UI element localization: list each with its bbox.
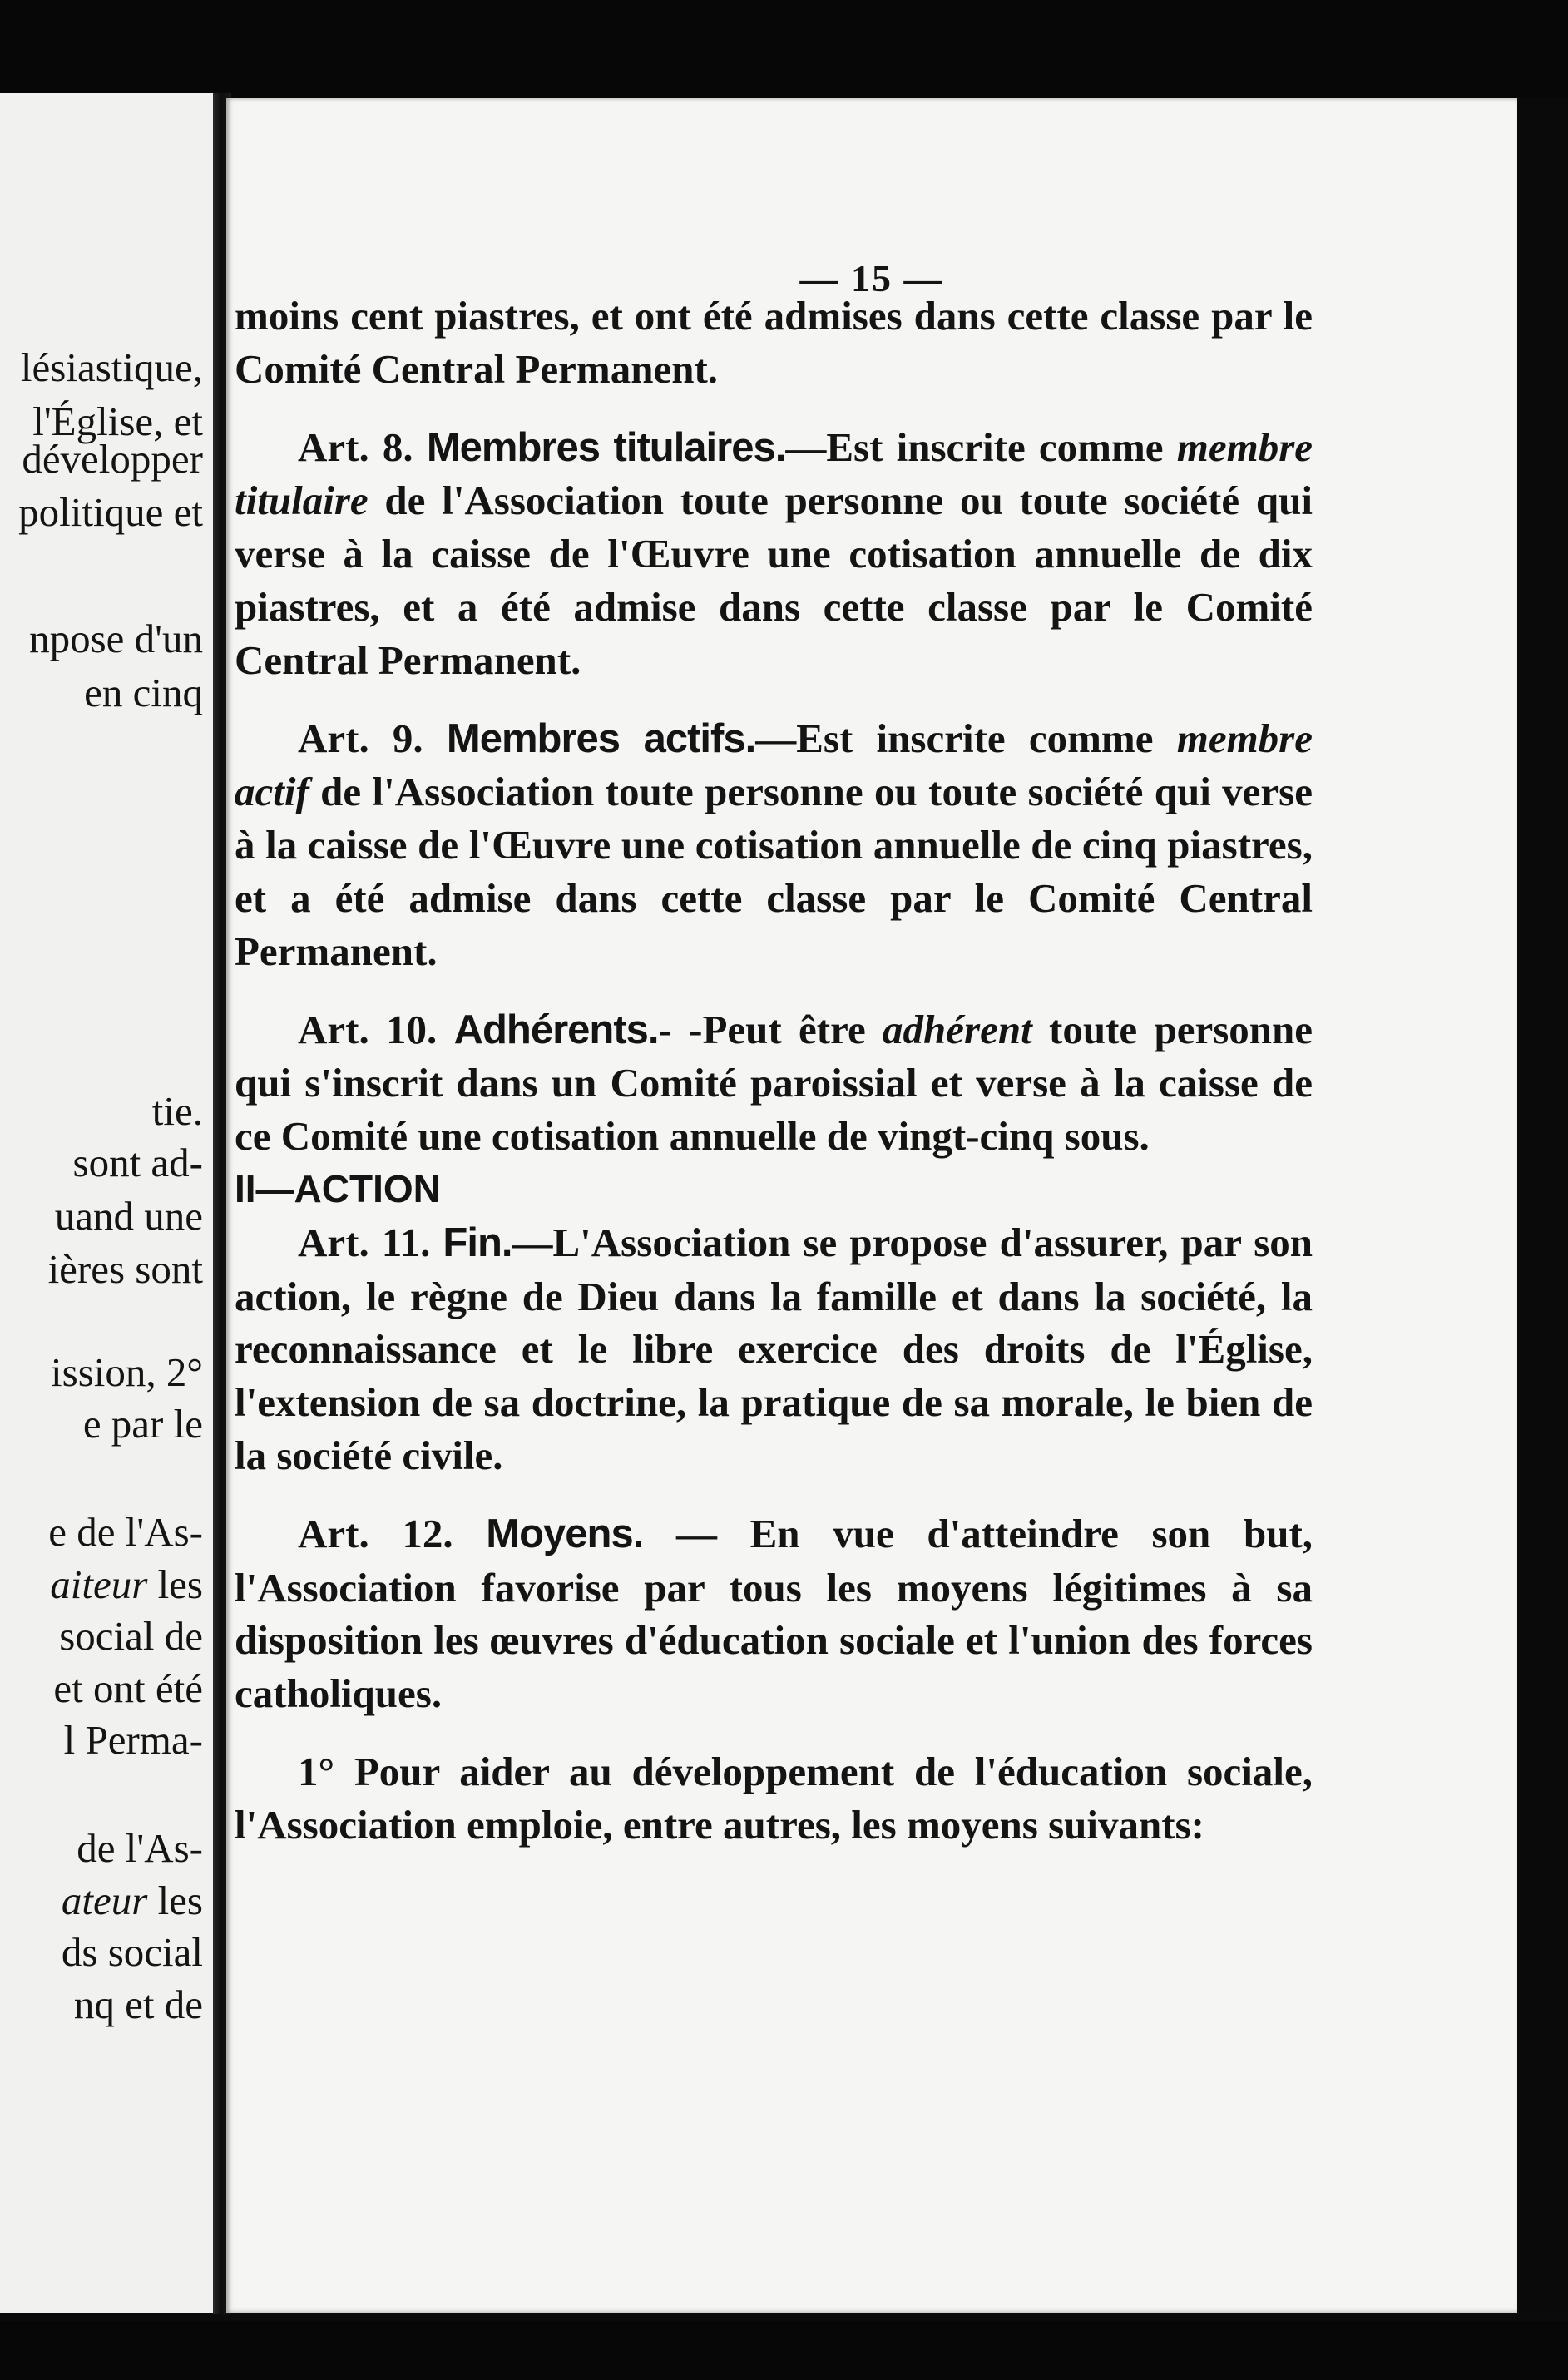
- left-fragment: l'Église, et: [32, 398, 203, 444]
- left-fragment: politique et: [18, 489, 203, 535]
- article-text: de l'Association toute personne ou toute société qui verse à la caisse de l'Œuvre une cotisation annuelle de dix piastres, et a été admise dans cette classe par le Comité Central Permanent.: [235, 477, 1313, 683]
- scan-right-border: [1517, 98, 1568, 2313]
- left-fragment: ières sont: [47, 1246, 203, 1292]
- left-fragment-italic: ateur: [61, 1878, 148, 1923]
- article-text: Est inscrite comme: [826, 423, 1177, 470]
- left-fragment: npose d'un: [29, 616, 203, 661]
- article-text: En vue d'atteindre son but, l'Association favorise par tous les moyens légitimes à sa disposition les œuvres d'éducation sociale et l'union des forces catholiques.: [235, 1510, 1313, 1717]
- left-fragment-italic: aiteur: [50, 1561, 148, 1607]
- article-separator: —: [785, 423, 827, 470]
- left-fragment: [62, 1876, 203, 1926]
- article-text: Peut être: [702, 1006, 883, 1052]
- left-fragment-tail: les: [157, 1878, 203, 1923]
- left-fragment: ds social: [61, 1929, 203, 1975]
- scan-bottom-border: [0, 2321, 1568, 2380]
- article-separator: —: [755, 715, 797, 761]
- article-label: Art. 8.: [298, 423, 413, 470]
- article-label: Art. 12.: [298, 1510, 453, 1556]
- article-emphasis: membre actif: [235, 715, 1313, 815]
- article-separator: —: [512, 1219, 553, 1265]
- article-text: L'Association se propose d'assurer, par son action, le règne de Dieu dans la famille et dans la société, la reconnaissance et le libre exercice des droits de l'Église, l'extension de sa doctrine, la pratique de sa morale, le bien de la société civile.: [235, 1219, 1313, 1478]
- article-emphasis: membre titulaire: [235, 423, 1313, 524]
- article-title: Membres actifs.: [446, 715, 756, 761]
- page-number: — 15 —: [799, 257, 944, 299]
- article-separator: —: [643, 1510, 750, 1556]
- article-label: Art. 10.: [298, 1006, 438, 1052]
- article-10: [235, 1003, 1313, 1163]
- article-8: [235, 421, 1313, 687]
- left-page: [0, 93, 218, 2313]
- article-text: Est inscrite comme: [796, 715, 1177, 761]
- article-12: [235, 1507, 1313, 1720]
- left-fragment: [50, 1560, 203, 1610]
- left-fragment: e de l'As-: [48, 1509, 203, 1555]
- left-fragment: en cinq: [84, 670, 203, 715]
- article-label: Art. 9.: [298, 715, 423, 761]
- left-fragment: de l'As-: [77, 1825, 203, 1871]
- left-fragment: lésiastique,: [20, 344, 203, 390]
- left-fragment: sont ad-: [72, 1140, 203, 1185]
- page-body: [235, 289, 1313, 1852]
- left-fragment-tail: les: [157, 1561, 203, 1607]
- article-9: [235, 712, 1313, 978]
- article-label: Art. 11.: [298, 1219, 431, 1265]
- article-text: toute personne qui s'inscrit dans un Comité paroissial et verse à la caisse de ce Comité une cotisation annuelle de vingt-cinq sous.: [235, 1006, 1313, 1160]
- article-text: de l'Association toute personne ou toute société qui verse à la caisse de l'Œuvre une cotisation annuelle de cinq piastres, et a été admise dans cette classe par le Comité Central Permanent.: [235, 769, 1313, 974]
- scan-top-border: [0, 0, 1568, 98]
- left-fragment: e par le: [82, 1401, 203, 1447]
- left-fragment: uand une: [54, 1193, 203, 1239]
- article-emphasis: adhérent: [883, 1006, 1032, 1052]
- right-page: [226, 98, 1517, 2313]
- left-fragment: ission, 2°: [51, 1349, 203, 1395]
- left-fragment: nq et de: [73, 1982, 203, 2027]
- list-item-1: 1° Pour aider au développement de l'éducation sociale, l'Association emploie, entre autres, les moyens suivants:: [235, 1748, 1313, 1848]
- article-title: Adhérents.: [453, 1007, 659, 1052]
- left-fragment: et ont été: [53, 1665, 203, 1711]
- article-11: [235, 1216, 1313, 1482]
- left-fragment: l Perma-: [63, 1717, 203, 1763]
- left-fragment: développer: [22, 436, 203, 482]
- continuation-paragraph: moins cent piastres, et ont été admises dans cette classe par le Comité Central Permanent.: [235, 293, 1313, 392]
- article-title: Moyens.: [486, 1511, 644, 1556]
- article-title: Membres titulaires.: [426, 424, 786, 470]
- article-separator: - -: [658, 1006, 703, 1052]
- left-fragment: social de: [59, 1613, 203, 1659]
- article-title: Fin.: [443, 1220, 512, 1265]
- section-heading: II—ACTION: [235, 1166, 441, 1210]
- left-fragment: tie.: [151, 1088, 203, 1134]
